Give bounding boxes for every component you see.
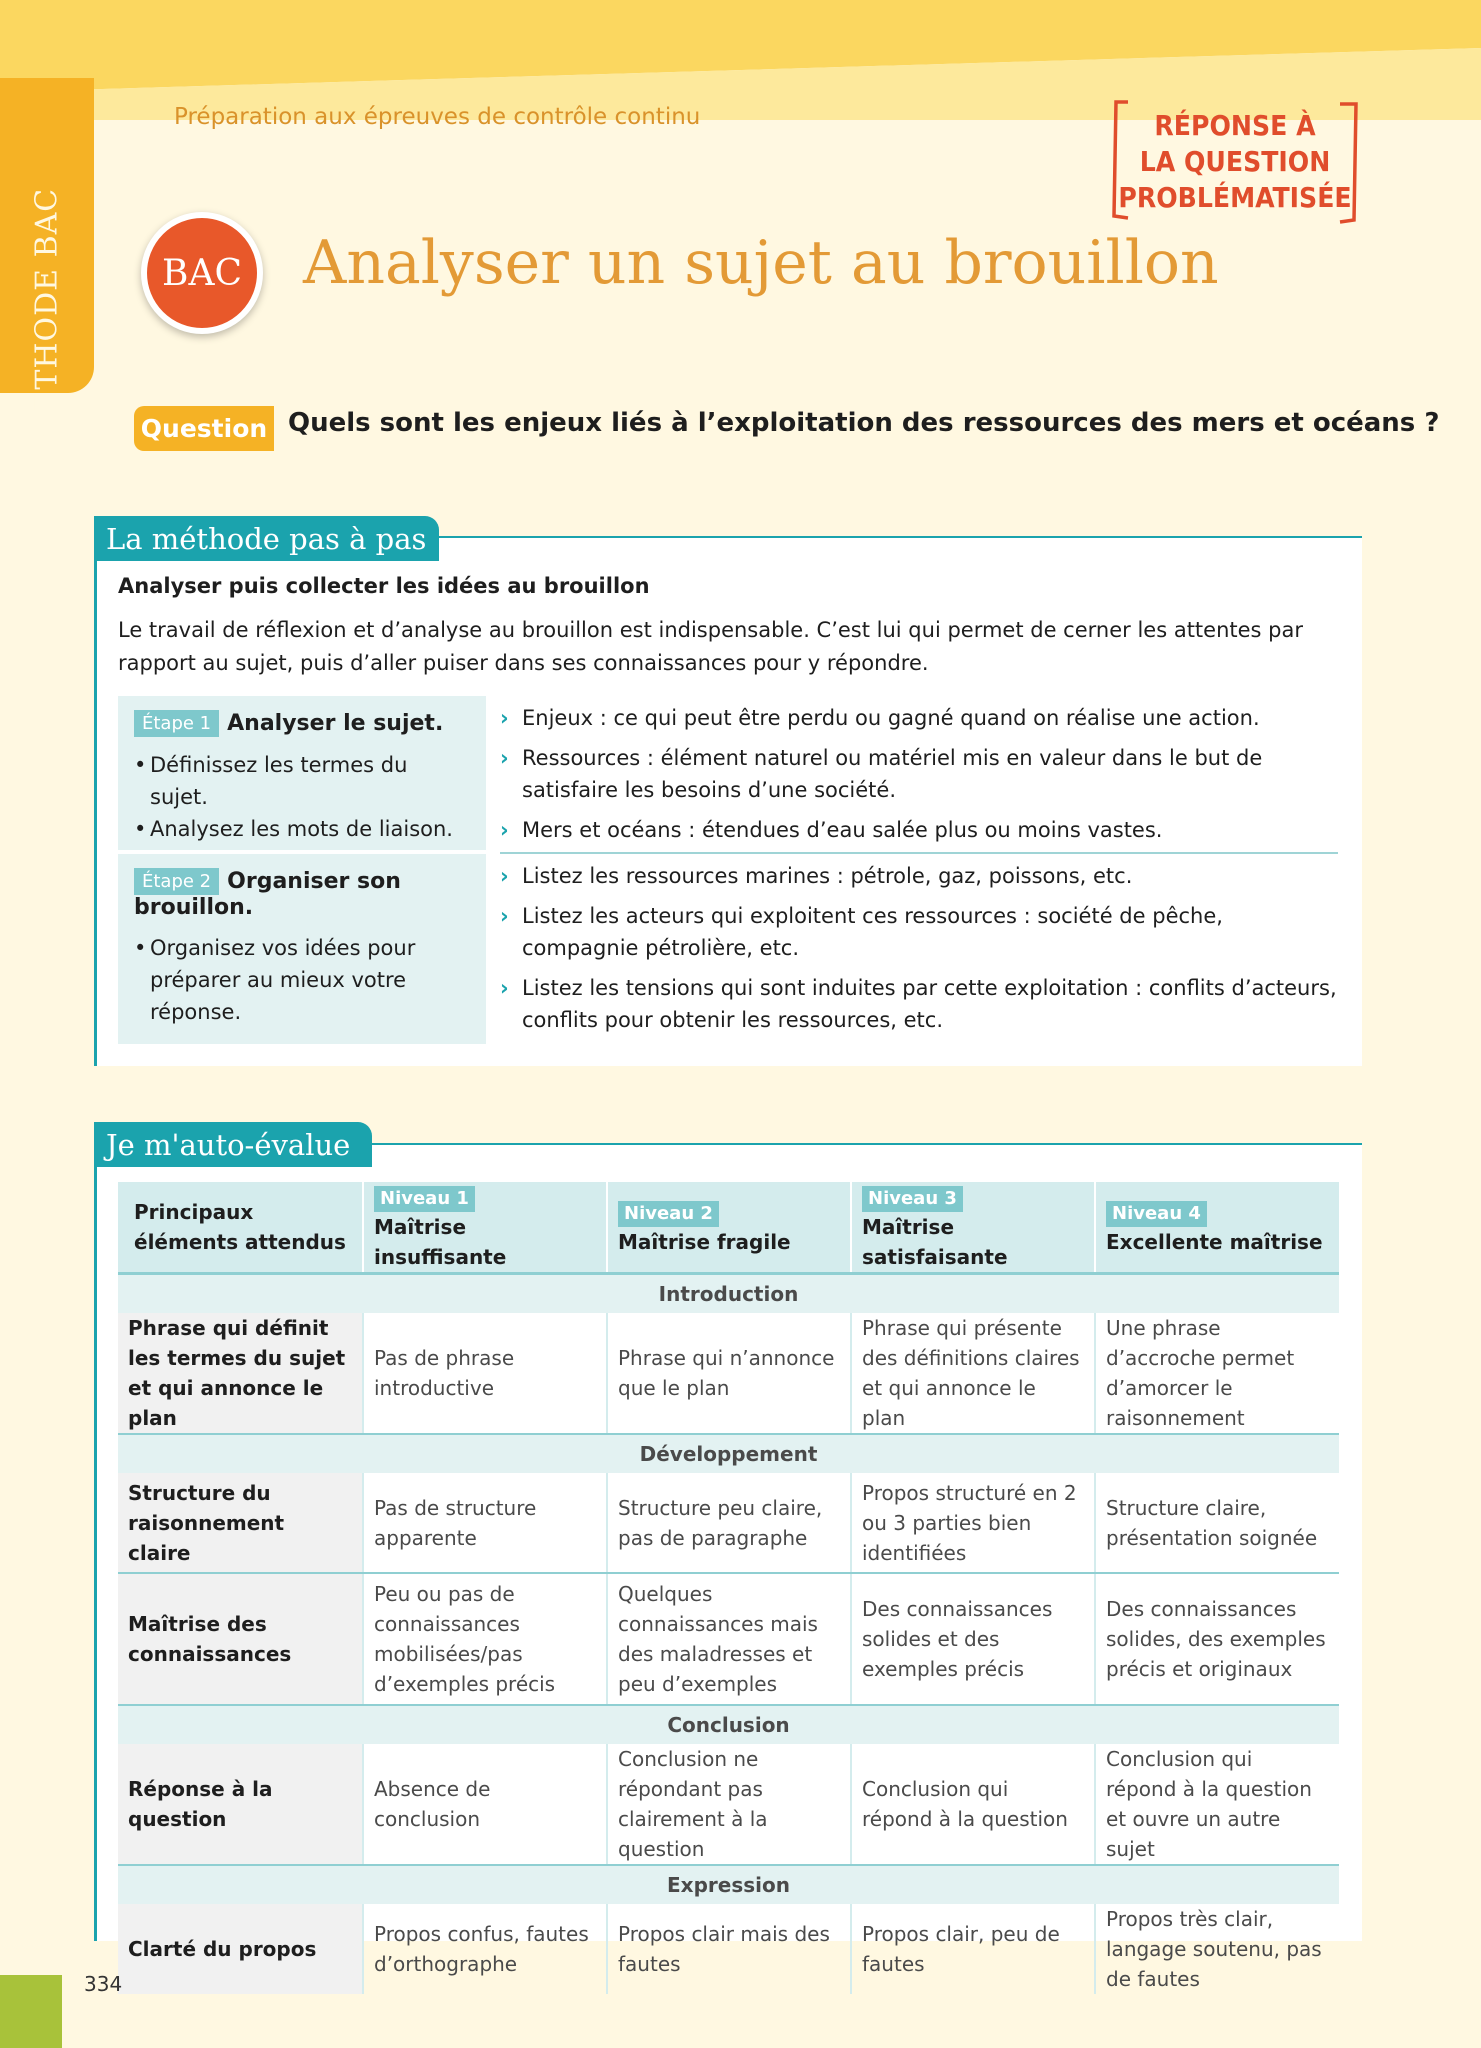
- method-tab: La méthode pas à pas: [94, 516, 439, 561]
- step-2-tag: Étape 2: [134, 868, 219, 895]
- table-cell: Pas de phrase introductive: [363, 1313, 607, 1434]
- method-intro: Le travail de réflexion et d’analyse au brouillon est indispensable. C’est lui qui permet de cerner les attentes par rapport au sujet, puis d’aller puiser dans ses connaissances pour y répondre.: [118, 618, 1303, 675]
- table-cell: Phrase qui présente des définitions claires et qui annonce le plan: [851, 1313, 1095, 1434]
- level-3-header: [851, 1182, 1095, 1274]
- step-2-bullets: [134, 932, 470, 1028]
- step-2-box: [118, 854, 486, 1044]
- level-2-tag: Niveau 2: [618, 1201, 719, 1227]
- step-1-tag: Étape 1: [134, 710, 219, 737]
- table-row: [118, 1573, 1339, 1705]
- method-tab-rule: [430, 536, 1362, 538]
- table-cell: Des connaissances solides et des exemples précis: [851, 1573, 1095, 1705]
- table-row: [118, 1904, 1339, 1994]
- table-row: [118, 1473, 1339, 1573]
- list-item: › Listez les acteurs qui exploitent ces ressources : société de pêche, compagnie pétrolière, etc.: [500, 900, 1340, 964]
- section-developpement: Développement: [118, 1434, 1339, 1473]
- method-sidebar-tab: [0, 78, 94, 445]
- stamp-line-2: LA QUESTION: [1139, 145, 1331, 178]
- step-1-points: [500, 702, 1340, 854]
- list-item: › Mers et océans : étendues d’eau salée plus ou moins vastes.: [500, 814, 1340, 846]
- chevron-right-icon: ›: [500, 818, 509, 842]
- step-1-box: [118, 696, 486, 850]
- stamp-line-1: RÉPONSE À: [1154, 109, 1316, 142]
- bac-badge: [141, 212, 263, 334]
- question-text: Quels sont les enjeux liés à l’exploitation des ressources des mers et océans ?: [288, 408, 1440, 438]
- list-item: • Définissez les termes du sujet.: [134, 749, 470, 813]
- question-label: Question: [134, 406, 274, 451]
- level-1-tag: Niveau 1: [374, 1186, 475, 1212]
- page-number: 334: [84, 1972, 123, 1996]
- bac-badge-label: BAC: [162, 252, 242, 294]
- table-cell: Propos structuré en 2 ou 3 parties bien identifiées: [851, 1473, 1095, 1573]
- level-3-tag: Niveau 3: [862, 1186, 963, 1212]
- criterion-cell: Phrase qui définit les termes du sujet et qui annonce le plan: [118, 1313, 363, 1434]
- level-4-tag: Niveau 4: [1106, 1201, 1207, 1227]
- table-cell: Absence de conclusion: [363, 1744, 607, 1865]
- table-cell: Peu ou pas de connaissances mobilisées/pas d’exemples précis: [363, 1573, 607, 1705]
- chevron-right-icon: ›: [500, 976, 509, 1000]
- table-cell: Propos clair mais des fautes: [607, 1904, 851, 1994]
- level-1-label: Maîtrise insuffisante: [374, 1215, 507, 1269]
- chevron-right-icon: ›: [500, 904, 509, 928]
- chevron-right-icon: ›: [500, 864, 509, 888]
- level-2-header: [607, 1182, 851, 1274]
- evaluation-tab-rule: [365, 1143, 1362, 1145]
- list-item: • Organisez vos idées pour préparer au mieux votre réponse.: [134, 932, 470, 1028]
- chevron-right-icon: ›: [500, 746, 509, 770]
- step-2-points: [500, 860, 1340, 1044]
- list-item: › Ressources : élément naturel ou matériel mis en valeur dans le but de satisfaire les besoins d’une société.: [500, 742, 1340, 806]
- level-4-header: [1095, 1182, 1339, 1274]
- step-2-name: Organiser son brouillon.: [134, 869, 401, 920]
- chevron-right-icon: ›: [500, 706, 509, 730]
- evaluation-table: [118, 1182, 1339, 1994]
- table-cell: Quelques connaissances mais des maladresses et peu d’exemples: [607, 1573, 851, 1705]
- criterion-cell: Réponse à la question: [118, 1744, 363, 1865]
- table-row: [118, 1313, 1339, 1434]
- list-item: › Enjeux : ce qui peut être perdu ou gagné quand on réalise une action.: [500, 702, 1340, 734]
- method-heading: Analyser puis collecter les idées au brouillon: [118, 574, 650, 598]
- table-cell: Propos confus, fautes d’orthographe: [363, 1904, 607, 1994]
- stamp-line-3: PROBLÉMATISÉE: [1118, 181, 1352, 214]
- table-cell: Structure peu claire, pas de paragraphe: [607, 1473, 851, 1573]
- step-1-name: Analyser le sujet.: [227, 711, 444, 736]
- table-cell: Propos clair, peu de fautes: [851, 1904, 1095, 1994]
- evaluation-tab: Je m'auto-évalue: [94, 1122, 372, 1167]
- list-item: › Listez les tensions qui sont induites par cette exploitation : conflits d’acteurs, conflits pour obtenir les ressources, etc.: [500, 972, 1340, 1036]
- criteria-header: Principaux éléments attendus: [118, 1182, 363, 1274]
- table-row: [118, 1744, 1339, 1865]
- step-1-bullets: [134, 749, 470, 845]
- level-1-header: [363, 1182, 607, 1274]
- criterion-cell: Structure du raisonnement claire: [118, 1473, 363, 1573]
- page-subtitle: Préparation aux épreuves de contrôle continu: [174, 104, 701, 130]
- table-cell: Conclusion qui répond à la question: [851, 1744, 1095, 1865]
- list-item: • Analysez les mots de liaison.: [134, 813, 470, 845]
- table-cell: Conclusion qui répond à la question et ouvre un autre sujet: [1095, 1744, 1339, 1865]
- section-conclusion: Conclusion: [118, 1705, 1339, 1744]
- table-cell: Une phrase d’accroche permet d’amorcer le raisonnement: [1095, 1313, 1339, 1434]
- table-cell: Phrase qui n’annonce que le plan: [607, 1313, 851, 1434]
- table-cell: Propos très clair, langage soutenu, pas de fautes: [1106, 1907, 1322, 1991]
- table-cell: Pas de structure apparente: [363, 1473, 607, 1573]
- sidebar-label: MÉTHODE BAC: [29, 187, 65, 445]
- table-cell: Structure claire, présentation soignée: [1095, 1473, 1339, 1573]
- table-cell: Des connaissances solides, des exemples précis et originaux: [1095, 1573, 1339, 1705]
- level-4-label: Excellente maîtrise: [1106, 1230, 1323, 1254]
- list-item: › Listez les ressources marines : pétrole, gaz, poissons, etc.: [500, 860, 1340, 892]
- steps-divider: [500, 852, 1338, 854]
- response-stamp: [1110, 98, 1360, 224]
- table-cell: Conclusion ne répondant pas clairement à la question: [607, 1744, 851, 1865]
- criterion-cell: Maîtrise des connaissances: [118, 1573, 363, 1705]
- section-expression: Expression: [118, 1865, 1339, 1904]
- level-3-label: Maîtrise satisfaisante: [862, 1215, 1008, 1269]
- section-introduction: Introduction: [118, 1274, 1339, 1314]
- level-2-label: Maîtrise fragile: [618, 1230, 791, 1254]
- criterion-cell: Clarté du propos: [118, 1904, 363, 1994]
- page-title: Analyser un sujet au brouillon: [303, 228, 1219, 298]
- footer-color-bar: [0, 1975, 62, 2048]
